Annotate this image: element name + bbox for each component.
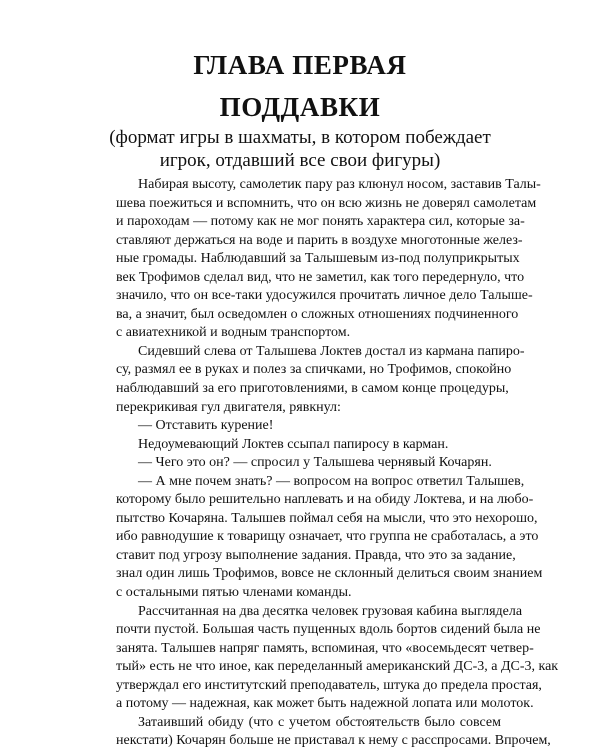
chapter-subtitle: ПОДДАВКИ (219, 92, 381, 122)
text-line: ные громады. Наблюдавший за Талышевым из-под полуприкрытых (116, 251, 520, 267)
epigraph-line: (формат игры в шахматы, в котором побеждает (109, 127, 491, 148)
text-line: Набирая высоту, самолетик пару раз клюнул носом, заставив Талы- (138, 177, 541, 192)
text-line: Рассчитанная на два десятка человек грузовая кабина выглядела (138, 603, 523, 619)
text-line: с авиатехникой и водным транспортом. (116, 325, 351, 341)
text-line: шева поежиться и вспомнить, что он всю жизнь не доверял самолетам (116, 195, 537, 211)
text-line: занята. Талышев напряг память, вспоминая, что «восемьдесят четвер- (116, 640, 534, 656)
text-line: ставляют держаться на воде и парить в воздухе многотонные желез- (116, 232, 523, 248)
text-line: Затаивший обиду (что с учетом обстоятельств было совсем (138, 714, 501, 730)
text-line: ибо равнодушие к товарищу означает, что группа не сработалась, а это (116, 529, 539, 545)
text-line: знал один лишь Трофимов, вовсе не склонный делиться своим знанием (116, 566, 543, 582)
body-text (116, 176, 559, 751)
text-line: тый» есть не что иное, как переделанный американский ДС-3, а ДС-3, как (116, 659, 559, 675)
text-line: которому было решительно наплевать и на обиду Локтева, и на любо- (116, 492, 534, 508)
chapter-epigraph (0, 126, 600, 172)
text-line: утверждал его институтский преподаватель, штука до предела простая, (116, 677, 542, 693)
text-line: Сидевший слева от Талышева Локтев достал из кармана папиро- (138, 343, 525, 359)
text-line: наблюдавший за его приготовлениями, в самом конце процедуры, (116, 381, 509, 397)
epigraph-line: игрок, отдавший все свои фигуры) (159, 150, 441, 171)
text-line: с остальными пятью членами команды. (116, 585, 352, 601)
text-line: су, размял ее в руках и полез за спичками, но Трофимов, спокойно (116, 362, 512, 378)
text-line: Недоумевающий Локтев ссыпал папиросу в карман. (138, 436, 449, 452)
chapter-title: ГЛАВА ПЕРВАЯ (193, 50, 407, 80)
text-line: пытство Кочаряна. Талышев поймал себя на мысли, что это нехорошо, (116, 510, 538, 526)
text-line: некстати) Кочарян больше не приставал к нему с расспросами. Впрочем, (116, 733, 551, 749)
text-line: почти пустой. Большая часть пущенных вдоль бортов сидений была не (116, 622, 541, 638)
text-line: — Отставить курение! (138, 418, 274, 434)
text-line: ва, а значит, был осведомлен о сложных отношениях подчиненного (116, 306, 519, 322)
text-line: ставит под угрозу выполнение задания. Правда, что это за задание, (116, 547, 516, 563)
text-line: — Чего это он? — спросил у Талышева чернявый Кочарян. (138, 455, 492, 471)
text-line: перекрикивая гул двигателя, рявкнул: (116, 399, 341, 415)
text-line: — А мне почем знать? — вопросом на вопрос ответил Талышев, (138, 473, 525, 489)
text-line: значило, что он все-таки удосужился прочитать личное дело Талыше- (116, 288, 533, 304)
text-line: век Трофимов сделал вид, что не заметил, как того передернуло, что (116, 269, 525, 285)
text-line: и пароходам — потому как не мог понять характера сил, которые за- (116, 214, 525, 230)
text-line: а потому — надежная, как может быть надежной лопата или молоток. (116, 696, 534, 712)
